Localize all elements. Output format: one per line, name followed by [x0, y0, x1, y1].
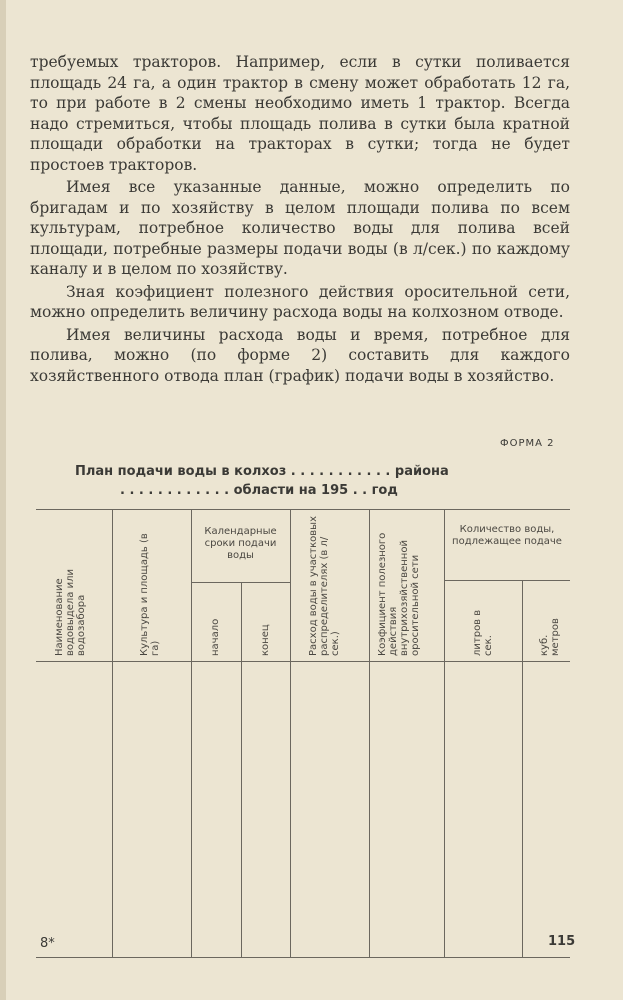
header-flow: Расход воды в участковых распределителях (в л/сек.)	[308, 516, 341, 656]
plan-title-line-2: . . . . . . . . . . . . области на 195 . . год	[120, 483, 398, 498]
signature-mark: 8*	[40, 936, 55, 951]
column-divider	[112, 510, 113, 957]
column-divider	[191, 510, 192, 957]
header-dates-end: конец	[260, 624, 271, 656]
header-bottom-rule	[36, 661, 570, 662]
column-divider	[522, 580, 523, 957]
column-divider	[241, 582, 242, 957]
header-quantity-m3: куб. метров	[539, 618, 561, 656]
column-divider	[290, 510, 291, 957]
body-text	[30, 52, 570, 386]
header-efficiency: Коэфициент полезного действия внутрихозяйственной оросительной сети	[377, 532, 421, 656]
paragraph-3: Зная коэфициент полезного действия оросительной сети, можно определить величину расхода воды на колхозном отводе.	[30, 282, 570, 321]
page-number: 115	[548, 934, 576, 949]
dates-subheader-rule	[191, 582, 290, 583]
header-quantity-lps: литров в сек.	[472, 609, 494, 656]
header-source: Наименование водовыдела или водозабора	[54, 569, 87, 656]
plan-title-line-1: План подачи воды в колхоз . . . . . . . . . . . района	[75, 464, 449, 479]
column-divider	[369, 510, 370, 957]
quantity-subheader-rule	[444, 580, 570, 581]
column-divider	[444, 510, 445, 957]
page-edge-shadow	[0, 0, 6, 1000]
header-dates-start: начало	[210, 618, 221, 656]
plan-title	[75, 462, 545, 500]
form-number-label: ФОРМА 2	[500, 438, 555, 449]
water-supply-plan-table	[36, 509, 570, 958]
paragraph-1: требуемых тракторов. Например, если в сутки поливается площадь 24 га, а один трактор в смену может обработать 12 га, то при работе в 2 смены необходимо иметь 1 трактор. Всегда надо стремиться, чтобы площадь полива в сутки была кратной площади обработки на тракторах в сутки; тогда не будет простоев тракторов.	[30, 53, 570, 174]
header-quantity: Количество воды, подлежащее подаче	[452, 524, 562, 547]
header-dates: Календарные сроки подачи воды	[204, 526, 277, 561]
paragraph-4: Имея величины расхода воды и время, потребное для полива, можно (по форме 2) составить для каждого хозяйственного отвода план (график) подачи воды в хозяйство.	[30, 325, 570, 385]
paragraph-2: Имея все указанные данные, можно определить по бригадам и по хозяйству в целом площади полива по всем культурам, потребное количество воды для полива всей площади, потребные размеры подачи воды (в л/сек.) по каждому каналу и в целом по хозяйству.	[30, 178, 570, 278]
header-crop: Культура и площадь (в га)	[139, 533, 161, 656]
